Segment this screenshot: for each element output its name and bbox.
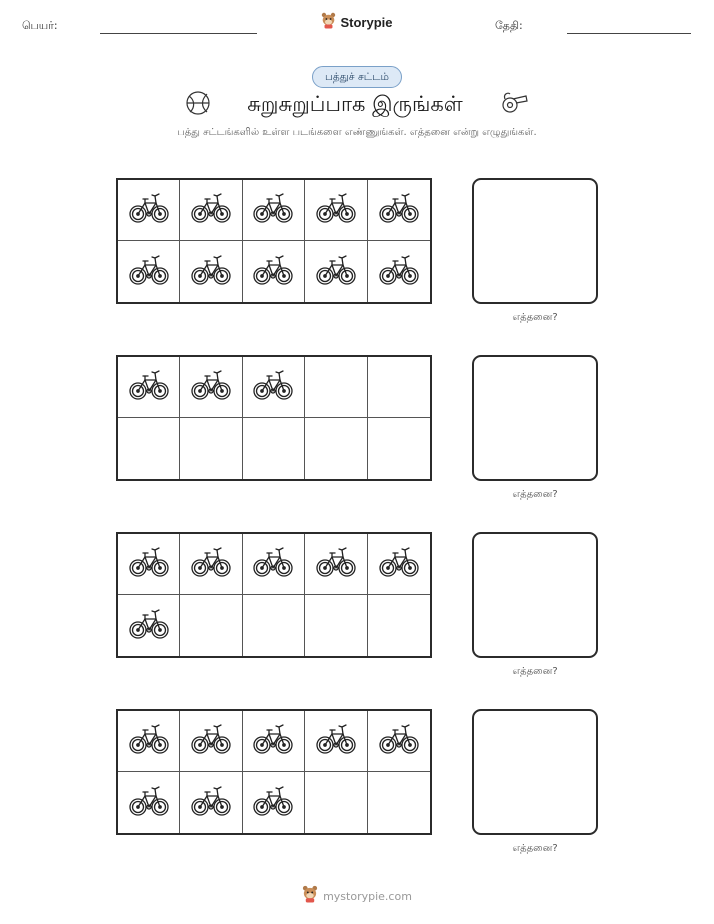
bicycle-icon <box>252 253 294 291</box>
ten-frame-1 <box>116 178 432 304</box>
bicycle-icon <box>378 191 420 229</box>
frame-cell <box>305 357 367 418</box>
frame-cell <box>305 595 367 656</box>
frame-cell <box>305 180 367 241</box>
ten-frame-4 <box>116 709 432 835</box>
frame-cell <box>118 711 180 772</box>
frame-cell <box>180 595 242 656</box>
frame-cell <box>368 180 430 241</box>
bicycle-icon <box>315 722 357 760</box>
frame-cell <box>368 357 430 418</box>
frame-cell <box>180 772 242 833</box>
bicycle-icon <box>190 253 232 291</box>
page-title: சுறுசுறுப்பாக இருங்கள் <box>247 91 463 116</box>
frame-cell <box>180 241 242 302</box>
bicycle-icon <box>252 722 294 760</box>
bicycle-icon <box>190 368 232 406</box>
instructions: பத்து சட்டங்களில் உள்ள படங்களை எண்ணுங்கள். எத்தனை என்று எழுதுங்கள். <box>177 127 537 138</box>
bicycle-icon <box>128 368 170 406</box>
answer-box-3[interactable] <box>472 532 598 658</box>
frame-cell <box>243 357 305 418</box>
footer <box>0 885 714 907</box>
brand-name: Storypie <box>340 15 393 30</box>
bicycle-icon <box>378 722 420 760</box>
answer-box-2[interactable] <box>472 355 598 481</box>
frame-cell <box>243 595 305 656</box>
bicycle-icon <box>252 191 294 229</box>
footer-url: mystorypie.com <box>323 889 412 903</box>
frame-cell <box>243 241 305 302</box>
bicycle-icon <box>128 191 170 229</box>
frame-cell <box>118 357 180 418</box>
frame-cell <box>180 711 242 772</box>
bicycle-icon <box>315 253 357 291</box>
bicycle-icon <box>128 253 170 291</box>
answer-label-3: எத்தனை? <box>512 666 558 677</box>
name-label: பெயர்: <box>22 19 58 32</box>
brand-logo <box>0 12 714 33</box>
bicycle-icon <box>190 545 232 583</box>
title-row <box>0 90 714 120</box>
frame-cell <box>180 534 242 595</box>
frame-cell <box>368 241 430 302</box>
frame-cell <box>180 180 242 241</box>
date-label: தேதி: <box>495 19 523 32</box>
ten-frame-2 <box>116 355 432 481</box>
frame-cell <box>243 534 305 595</box>
frame-cell <box>118 595 180 656</box>
frame-cell <box>118 241 180 302</box>
bicycle-icon <box>315 545 357 583</box>
frame-cell <box>118 180 180 241</box>
frame-cell <box>305 772 367 833</box>
bicycle-icon <box>128 722 170 760</box>
bicycle-icon <box>128 784 170 822</box>
mascot-icon <box>302 885 318 907</box>
frame-cell <box>180 418 242 479</box>
date-line[interactable] <box>567 33 691 34</box>
frame-cell <box>368 534 430 595</box>
frame-cell <box>368 595 430 656</box>
answer-box-1[interactable] <box>472 178 598 304</box>
frame-cell <box>118 534 180 595</box>
mascot-icon <box>321 12 336 33</box>
bicycle-icon <box>190 722 232 760</box>
bicycle-icon <box>190 784 232 822</box>
bicycle-icon <box>315 191 357 229</box>
answer-box-4[interactable] <box>472 709 598 835</box>
whistle-icon <box>499 91 529 119</box>
bicycle-icon <box>252 545 294 583</box>
frame-cell <box>368 418 430 479</box>
topic-badge: பத்துச் சட்டம் <box>312 66 402 88</box>
ten-frame-3 <box>116 532 432 658</box>
frame-cell <box>305 534 367 595</box>
answer-label-4: எத்தனை? <box>512 843 558 854</box>
answer-label-2: எத்தனை? <box>512 489 558 500</box>
bicycle-icon <box>190 191 232 229</box>
frame-cell <box>368 711 430 772</box>
frame-cell <box>243 711 305 772</box>
ball-icon <box>185 90 211 120</box>
bicycle-icon <box>128 545 170 583</box>
bicycle-icon <box>128 607 170 645</box>
frame-cell <box>243 772 305 833</box>
frame-cell <box>243 180 305 241</box>
answer-label-1: எத்தனை? <box>512 312 558 323</box>
frame-cell <box>118 418 180 479</box>
bicycle-icon <box>252 784 294 822</box>
bicycle-icon <box>378 253 420 291</box>
frame-cell <box>180 357 242 418</box>
frame-cell <box>305 711 367 772</box>
frame-cell <box>118 772 180 833</box>
frame-cell <box>368 772 430 833</box>
frame-cell <box>243 418 305 479</box>
bicycle-icon <box>378 545 420 583</box>
frame-cell <box>305 241 367 302</box>
frame-cell <box>305 418 367 479</box>
name-line[interactable] <box>100 33 257 34</box>
bicycle-icon <box>252 368 294 406</box>
